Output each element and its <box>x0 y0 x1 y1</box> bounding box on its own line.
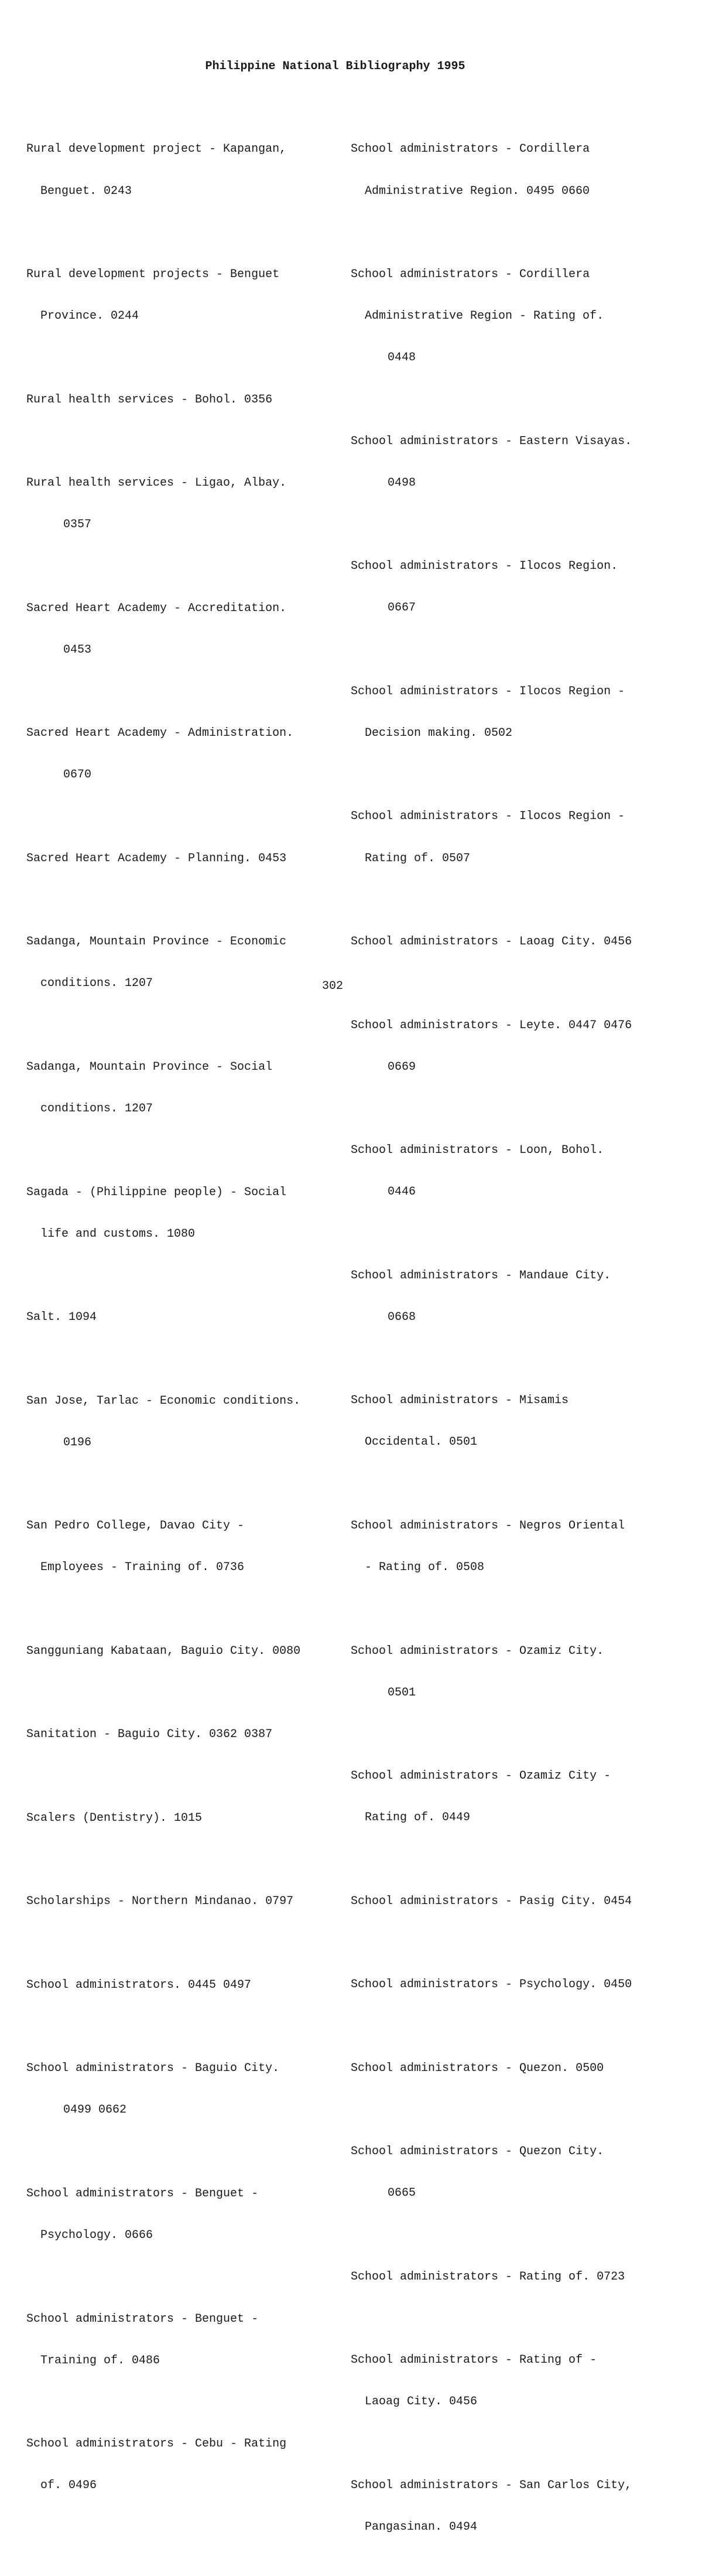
entry-heading: School administrators - Loon, Bohol. <box>351 1144 604 1158</box>
index-entry <box>26 1867 337 1937</box>
entry-heading: School administrators - Ilocos Region - <box>351 684 625 698</box>
entry-reference-number: 0669 <box>388 1060 416 1074</box>
index-entry <box>351 2117 679 2229</box>
index-entry <box>351 1867 679 1936</box>
entry-continuation: of. 0496 <box>40 2479 97 2493</box>
entry-heading: School administrators - Psychology. 0450 <box>351 1978 632 1992</box>
entry-reference-number: 0448 <box>388 351 416 365</box>
entry-continuation: Employees - Training of. 0736 <box>40 1561 245 1575</box>
entry-reference-number: 0665 <box>388 2186 416 2200</box>
index-entry <box>351 1241 679 1352</box>
entry-continuation: life and customs. 1080 <box>40 1227 196 1241</box>
index-entry <box>351 115 679 226</box>
entry-heading: School administrators - Rating of. 0723 <box>351 2270 625 2284</box>
entry-continuation: Training of. 0486 <box>40 2353 160 2367</box>
entry-heading: School administrators. 0445 0497 <box>26 1978 252 1992</box>
entry-reference-number: 0501 <box>388 1686 416 1700</box>
index-entry <box>26 2034 337 2145</box>
entry-heading: Salt. 1094 <box>26 1311 97 1325</box>
entry-heading: Rural development project - Kapangan, <box>26 142 287 156</box>
entry-heading: Sanitation - Baguio City. 0362 0387 <box>26 1728 273 1742</box>
entry-reference-number: 0670 <box>63 768 92 782</box>
index-entry <box>26 1700 337 1770</box>
index-entry <box>26 1616 337 1686</box>
entry-heading: San Jose, Tarlac - Economic conditions. <box>26 1394 301 1408</box>
index-entry <box>26 1492 337 1603</box>
entry-continuation: - Rating of. 0508 <box>365 1561 485 1575</box>
entry-heading: Sacred Heart Academy - Accreditation. <box>26 601 287 615</box>
entry-continuation: Rating of. 0507 <box>365 851 471 865</box>
entry-reference-number: 0667 <box>388 601 416 615</box>
index-entry <box>351 1366 679 1478</box>
index-entry <box>351 991 679 1102</box>
entry-heading: School administrators - Misamis <box>351 1394 569 1408</box>
index-entry <box>351 1492 679 1603</box>
index-entry <box>351 1616 679 1728</box>
index-entry <box>26 2159 337 2271</box>
entry-continuation: Decision making. 0502 <box>365 726 513 740</box>
entry-heading: School administrators - Pasig City. 0454 <box>351 1894 632 1908</box>
index-entry <box>351 2326 679 2437</box>
entry-heading: School administrators - Eastern Visayas. <box>351 434 632 448</box>
entry-heading: Sacred Heart Academy - Planning. 0453 <box>26 851 287 865</box>
index-entry <box>26 449 337 560</box>
entry-heading: School administrators - Cebu - Rating <box>26 2437 287 2451</box>
entry-heading: Sangguniang Kabataan, Baguio City. 0080 <box>26 1644 301 1658</box>
entry-heading: School administrators - Leyte. 0447 0476 <box>351 1018 632 1032</box>
entry-heading: School administrators - Benguet - <box>26 2312 259 2326</box>
index-entry <box>26 1366 337 1478</box>
entry-continuation: conditions. 1207 <box>40 977 153 991</box>
index-entry <box>351 2242 679 2312</box>
entry-reference-number: 0453 <box>63 643 92 657</box>
entry-heading: School administrators - Cordillera <box>351 268 590 281</box>
entry-heading: Sadanga, Mountain Province - Social <box>26 1060 273 1074</box>
entry-reference-number: 0196 <box>63 1435 92 1449</box>
entry-heading: School administrators - Cordillera <box>351 142 590 156</box>
entry-heading: School administrators - Benguet - <box>26 2186 259 2200</box>
entry-reference-number: 0357 <box>63 518 92 532</box>
index-entry <box>351 407 679 518</box>
entry-reference-number: 0668 <box>388 1310 416 1324</box>
entry-continuation: Benguet. 0243 <box>40 184 132 198</box>
index-column-right <box>351 115 679 2576</box>
index-entry <box>26 1950 337 2020</box>
entry-heading: Sacred Heart Academy - Administration. <box>26 726 294 741</box>
entry-heading: School administrators - Quezon City. <box>351 2145 604 2159</box>
entry-continuation: Province. 0244 <box>40 309 139 323</box>
index-entry <box>26 574 337 685</box>
entry-heading: School administrators - Laoag City. 0456 <box>351 935 632 949</box>
entry-heading: School administrators - Ilocos Region - <box>351 810 625 824</box>
entry-continuation: Pangasinan. 0494 <box>365 2520 478 2534</box>
index-entry <box>351 907 679 977</box>
entry-heading: San Pedro College, Davao City - <box>26 1519 245 1533</box>
page-number: 302 <box>321 980 343 993</box>
entry-heading: Sagada - (Philippine people) - Social <box>26 1185 287 1199</box>
index-entry <box>26 365 337 435</box>
entry-heading: School administrators - Quezon. 0500 <box>351 2061 604 2075</box>
index-entry <box>351 2451 679 2563</box>
entry-continuation: Administrative Region - Rating of. <box>365 309 604 323</box>
index-entry <box>351 1950 679 2020</box>
entry-reference-number: 0499 0662 <box>63 2103 127 2117</box>
index-entry <box>26 2410 337 2521</box>
entry-heading: School administrators - Ozamiz City. <box>351 1644 604 1658</box>
index-entry <box>26 699 337 810</box>
index-entry <box>351 2033 679 2103</box>
entry-heading: Rural health services - Ligao, Albay. <box>26 476 287 490</box>
index-entry <box>26 1283 337 1353</box>
index-entry <box>26 1783 337 1853</box>
index-column-left <box>26 115 337 2534</box>
entry-heading: Scholarships - Northern Mindanao. 0797 <box>26 1895 294 1909</box>
index-entry <box>351 1742 679 1853</box>
index-entry <box>26 2284 337 2396</box>
entry-reference-number: 0446 <box>388 1185 416 1199</box>
entry-continuation: Administrative Region. 0495 0660 <box>365 184 590 198</box>
entry-heading: School administrators - Ozamiz City - <box>351 1769 611 1783</box>
entry-heading: Sadanga, Mountain Province - Economic <box>26 935 287 949</box>
entry-heading: School administrators - Negros Oriental <box>351 1519 625 1533</box>
index-entry <box>351 782 679 893</box>
entry-continuation: Laoag City. 0456 <box>365 2395 478 2409</box>
index-entry <box>26 1033 337 1144</box>
index-entry <box>351 240 679 393</box>
entry-heading: Rural development projects - Benguet <box>26 268 280 281</box>
entry-heading: Scalers (Dentistry). 1015 <box>26 1811 203 1825</box>
index-entry <box>26 240 337 352</box>
entry-heading: School administrators - Rating of - <box>351 2353 597 2367</box>
index-entry <box>26 824 337 893</box>
page-title: Philippine National Bibliography 1995 <box>205 60 465 73</box>
entry-heading: School administrators - Baguio City. <box>26 2062 280 2076</box>
index-entry <box>26 907 337 1019</box>
entry-heading: School administrators - Mandaue City. <box>351 1268 611 1282</box>
index-entry <box>351 1116 679 1227</box>
index-entry <box>26 1158 337 1269</box>
index-entry <box>26 115 337 226</box>
entry-continuation: Rating of. 0449 <box>365 1811 471 1825</box>
entry-heading: School administrators - San Carlos City, <box>351 2478 632 2492</box>
entry-continuation: Occidental. 0501 <box>365 1435 478 1449</box>
index-entry <box>351 657 679 768</box>
entry-heading: School administrators - Ilocos Region. <box>351 559 618 574</box>
entry-continuation: Psychology. 0666 <box>40 2229 153 2243</box>
entry-heading: Rural health services - Bohol. 0356 <box>26 393 273 407</box>
entry-continuation: conditions. 1207 <box>40 1102 153 1116</box>
entry-reference-number: 0498 <box>388 476 416 490</box>
index-entry <box>351 532 679 643</box>
